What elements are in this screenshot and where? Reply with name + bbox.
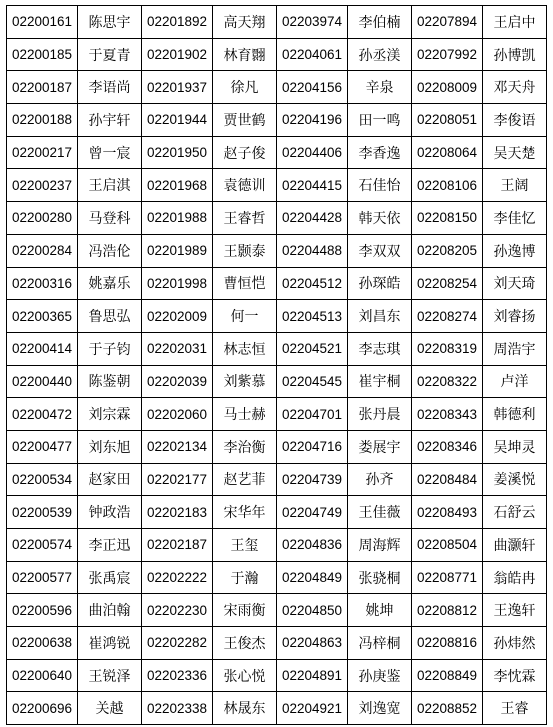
table-row: [7, 332, 547, 365]
student-name-cell: 王阔: [483, 169, 547, 202]
student-name-cell: 高天翔: [213, 6, 277, 39]
student-list-table-container: [6, 5, 547, 725]
student-name-cell: 宋华年: [213, 496, 277, 529]
student-id-cell: 02200534: [7, 463, 78, 496]
student-id-cell: 02208254: [412, 267, 483, 300]
student-name-cell: 邓天舟: [483, 71, 547, 104]
student-name-cell: 曲灏轩: [483, 529, 547, 562]
student-id-cell: 02204921: [277, 692, 348, 725]
table-row: [7, 659, 547, 692]
student-name-cell: 刘东旭: [78, 430, 142, 463]
student-name-cell: 王锐泽: [78, 659, 142, 692]
student-name-cell: 于瀚: [213, 561, 277, 594]
student-id-cell: 02203974: [277, 6, 348, 39]
student-name-cell: 王逸轩: [483, 594, 547, 627]
student-id-cell: 02208816: [412, 627, 483, 660]
student-id-cell: 02201892: [142, 6, 213, 39]
student-id-cell: 02200640: [7, 659, 78, 692]
table-row: [7, 463, 547, 496]
student-id-cell: 02200217: [7, 136, 78, 169]
student-id-cell: 02202009: [142, 300, 213, 333]
student-name-cell: 李志琪: [348, 332, 412, 365]
student-id-cell: 02204545: [277, 365, 348, 398]
student-name-cell: 曲泊翰: [78, 594, 142, 627]
student-id-cell: 02202187: [142, 529, 213, 562]
student-id-cell: 02200440: [7, 365, 78, 398]
student-id-cell: 02201902: [142, 38, 213, 71]
student-name-cell: 孙逸博: [483, 234, 547, 267]
table-row: [7, 6, 547, 39]
student-id-cell: 02201998: [142, 267, 213, 300]
student-name-cell: 赵家田: [78, 463, 142, 496]
student-id-cell: 02208493: [412, 496, 483, 529]
student-id-cell: 02208064: [412, 136, 483, 169]
student-name-cell: 于子钧: [78, 332, 142, 365]
student-id-cell: 02208274: [412, 300, 483, 333]
student-name-cell: 石舒云: [483, 496, 547, 529]
student-name-cell: 于夏青: [78, 38, 142, 71]
student-name-cell: 陈鉴朝: [78, 365, 142, 398]
table-row: [7, 136, 547, 169]
student-id-cell: 02204061: [277, 38, 348, 71]
student-id-cell: 02208319: [412, 332, 483, 365]
student-id-cell: 02202060: [142, 398, 213, 431]
student-id-cell: 02208051: [412, 104, 483, 137]
student-name-cell: 张心悦: [213, 659, 277, 692]
student-name-cell: 林育翾: [213, 38, 277, 71]
student-name-cell: 韩天依: [348, 202, 412, 235]
student-name-cell: 王俊杰: [213, 627, 277, 660]
student-name-cell: 李伯楠: [348, 6, 412, 39]
student-id-cell: 02208205: [412, 234, 483, 267]
student-id-cell: 02202282: [142, 627, 213, 660]
student-id-cell: 02200161: [7, 6, 78, 39]
student-id-cell: 02204863: [277, 627, 348, 660]
student-name-cell: 曾一宸: [78, 136, 142, 169]
student-name-cell: 袁德训: [213, 169, 277, 202]
student-name-cell: 王玺: [213, 529, 277, 562]
student-name-cell: 吴天楚: [483, 136, 547, 169]
student-id-cell: 02201989: [142, 234, 213, 267]
student-name-cell: 王启中: [483, 6, 547, 39]
student-id-cell: 02200477: [7, 430, 78, 463]
table-body: [7, 6, 547, 725]
student-name-cell: 张丹晨: [348, 398, 412, 431]
student-id-cell: 02200414: [7, 332, 78, 365]
student-id-cell: 02204521: [277, 332, 348, 365]
student-id-cell: 02202177: [142, 463, 213, 496]
table-row: [7, 202, 547, 235]
student-name-cell: 王佳薇: [348, 496, 412, 529]
student-name-cell: 何一: [213, 300, 277, 333]
student-id-cell: 02202230: [142, 594, 213, 627]
student-name-cell: 王颢泰: [213, 234, 277, 267]
student-id-cell: 02204415: [277, 169, 348, 202]
student-name-cell: 李治衡: [213, 430, 277, 463]
student-name-cell: 周浩宇: [483, 332, 547, 365]
student-id-cell: 02208343: [412, 398, 483, 431]
student-id-cell: 02204428: [277, 202, 348, 235]
student-name-cell: 孙庚鉴: [348, 659, 412, 692]
table-row: [7, 300, 547, 333]
student-name-cell: 张骁桐: [348, 561, 412, 594]
student-id-cell: 02200638: [7, 627, 78, 660]
student-list-table: [6, 5, 547, 725]
student-id-cell: 02208504: [412, 529, 483, 562]
student-name-cell: 韩德利: [483, 398, 547, 431]
table-row: [7, 561, 547, 594]
student-id-cell: 02204488: [277, 234, 348, 267]
student-name-cell: 钟政浩: [78, 496, 142, 529]
student-id-cell: 02204849: [277, 561, 348, 594]
student-name-cell: 曹恒恺: [213, 267, 277, 300]
student-name-cell: 吴坤灵: [483, 430, 547, 463]
student-name-cell: 周海辉: [348, 529, 412, 562]
table-row: [7, 104, 547, 137]
table-row: [7, 594, 547, 627]
table-row: [7, 692, 547, 725]
student-id-cell: 02208150: [412, 202, 483, 235]
student-id-cell: 02201950: [142, 136, 213, 169]
table-row: [7, 398, 547, 431]
student-id-cell: 02200696: [7, 692, 78, 725]
student-name-cell: 贾世鹤: [213, 104, 277, 137]
student-id-cell: 02204406: [277, 136, 348, 169]
student-id-cell: 02200280: [7, 202, 78, 235]
student-name-cell: 石佳怡: [348, 169, 412, 202]
student-id-cell: 02202336: [142, 659, 213, 692]
student-name-cell: 李语尚: [78, 71, 142, 104]
student-id-cell: 02204891: [277, 659, 348, 692]
student-name-cell: 刘宗霖: [78, 398, 142, 431]
student-name-cell: 卢洋: [483, 365, 547, 398]
student-name-cell: 刘睿扬: [483, 300, 547, 333]
student-id-cell: 02204850: [277, 594, 348, 627]
student-name-cell: 王睿: [483, 692, 547, 725]
table-row: [7, 496, 547, 529]
student-name-cell: 陈思宇: [78, 6, 142, 39]
student-name-cell: 孙齐: [348, 463, 412, 496]
student-id-cell: 02201937: [142, 71, 213, 104]
student-id-cell: 02202039: [142, 365, 213, 398]
student-id-cell: 02204196: [277, 104, 348, 137]
student-name-cell: 刘逸宽: [348, 692, 412, 725]
student-id-cell: 02208346: [412, 430, 483, 463]
student-id-cell: 02200539: [7, 496, 78, 529]
student-name-cell: 翁皓冉: [483, 561, 547, 594]
student-id-cell: 02200365: [7, 300, 78, 333]
student-id-cell: 02208009: [412, 71, 483, 104]
student-name-cell: 赵子俊: [213, 136, 277, 169]
student-name-cell: 李正迅: [78, 529, 142, 562]
student-name-cell: 张禹宸: [78, 561, 142, 594]
student-name-cell: 姚嘉乐: [78, 267, 142, 300]
student-name-cell: 赵艺菲: [213, 463, 277, 496]
student-id-cell: 02204739: [277, 463, 348, 496]
student-name-cell: 田一鸣: [348, 104, 412, 137]
student-name-cell: 刘天琦: [483, 267, 547, 300]
student-name-cell: 李双双: [348, 234, 412, 267]
student-id-cell: 02208849: [412, 659, 483, 692]
student-name-cell: 姜溪悦: [483, 463, 547, 496]
student-name-cell: 冯浩伦: [78, 234, 142, 267]
student-name-cell: 姚坤: [348, 594, 412, 627]
student-name-cell: 刘紫慕: [213, 365, 277, 398]
table-row: [7, 365, 547, 398]
student-name-cell: 孙琛皓: [348, 267, 412, 300]
table-row: [7, 529, 547, 562]
student-name-cell: 孙炜然: [483, 627, 547, 660]
table-row: [7, 38, 547, 71]
table-row: [7, 627, 547, 660]
student-id-cell: 02200284: [7, 234, 78, 267]
student-name-cell: 崔鸿锐: [78, 627, 142, 660]
student-id-cell: 02200577: [7, 561, 78, 594]
student-id-cell: 02204701: [277, 398, 348, 431]
student-id-cell: 02204512: [277, 267, 348, 300]
student-id-cell: 02202222: [142, 561, 213, 594]
student-name-cell: 李忱霖: [483, 659, 547, 692]
student-name-cell: 冯梓桐: [348, 627, 412, 660]
student-id-cell: 02201968: [142, 169, 213, 202]
student-name-cell: 李俊语: [483, 104, 547, 137]
student-id-cell: 02202183: [142, 496, 213, 529]
student-id-cell: 02204749: [277, 496, 348, 529]
student-id-cell: 02200185: [7, 38, 78, 71]
student-name-cell: 孙博凯: [483, 38, 547, 71]
student-name-cell: 宋雨衡: [213, 594, 277, 627]
student-id-cell: 02202031: [142, 332, 213, 365]
student-id-cell: 02208852: [412, 692, 483, 725]
student-name-cell: 娄展宇: [348, 430, 412, 463]
student-name-cell: 徐凡: [213, 71, 277, 104]
student-id-cell: 02200188: [7, 104, 78, 137]
student-id-cell: 02200472: [7, 398, 78, 431]
student-id-cell: 02204156: [277, 71, 348, 104]
table-row: [7, 267, 547, 300]
student-name-cell: 马士赫: [213, 398, 277, 431]
student-id-cell: 02201988: [142, 202, 213, 235]
student-name-cell: 孙丞渼: [348, 38, 412, 71]
student-id-cell: 02202338: [142, 692, 213, 725]
student-id-cell: 02204513: [277, 300, 348, 333]
student-id-cell: 02204716: [277, 430, 348, 463]
student-name-cell: 崔宇桐: [348, 365, 412, 398]
student-name-cell: 刘昌东: [348, 300, 412, 333]
table-row: [7, 71, 547, 104]
table-row: [7, 430, 547, 463]
student-id-cell: 02200187: [7, 71, 78, 104]
student-name-cell: 王启淇: [78, 169, 142, 202]
student-name-cell: 马登科: [78, 202, 142, 235]
student-id-cell: 02204836: [277, 529, 348, 562]
student-name-cell: 李香逸: [348, 136, 412, 169]
student-name-cell: 辛泉: [348, 71, 412, 104]
student-id-cell: 02207992: [412, 38, 483, 71]
student-id-cell: 02200596: [7, 594, 78, 627]
student-name-cell: 孙宇轩: [78, 104, 142, 137]
student-id-cell: 02207894: [412, 6, 483, 39]
student-id-cell: 02200316: [7, 267, 78, 300]
student-name-cell: 关越: [78, 692, 142, 725]
student-id-cell: 02208812: [412, 594, 483, 627]
student-id-cell: 02200574: [7, 529, 78, 562]
student-id-cell: 02208771: [412, 561, 483, 594]
table-row: [7, 169, 547, 202]
student-id-cell: 02202134: [142, 430, 213, 463]
student-id-cell: 02201944: [142, 104, 213, 137]
student-name-cell: 李佳忆: [483, 202, 547, 235]
student-id-cell: 02208322: [412, 365, 483, 398]
student-id-cell: 02208106: [412, 169, 483, 202]
student-id-cell: 02208484: [412, 463, 483, 496]
student-id-cell: 02200237: [7, 169, 78, 202]
table-row: [7, 234, 547, 267]
student-name-cell: 林晟东: [213, 692, 277, 725]
student-name-cell: 鲁思弘: [78, 300, 142, 333]
student-name-cell: 林志恒: [213, 332, 277, 365]
student-name-cell: 王睿哲: [213, 202, 277, 235]
